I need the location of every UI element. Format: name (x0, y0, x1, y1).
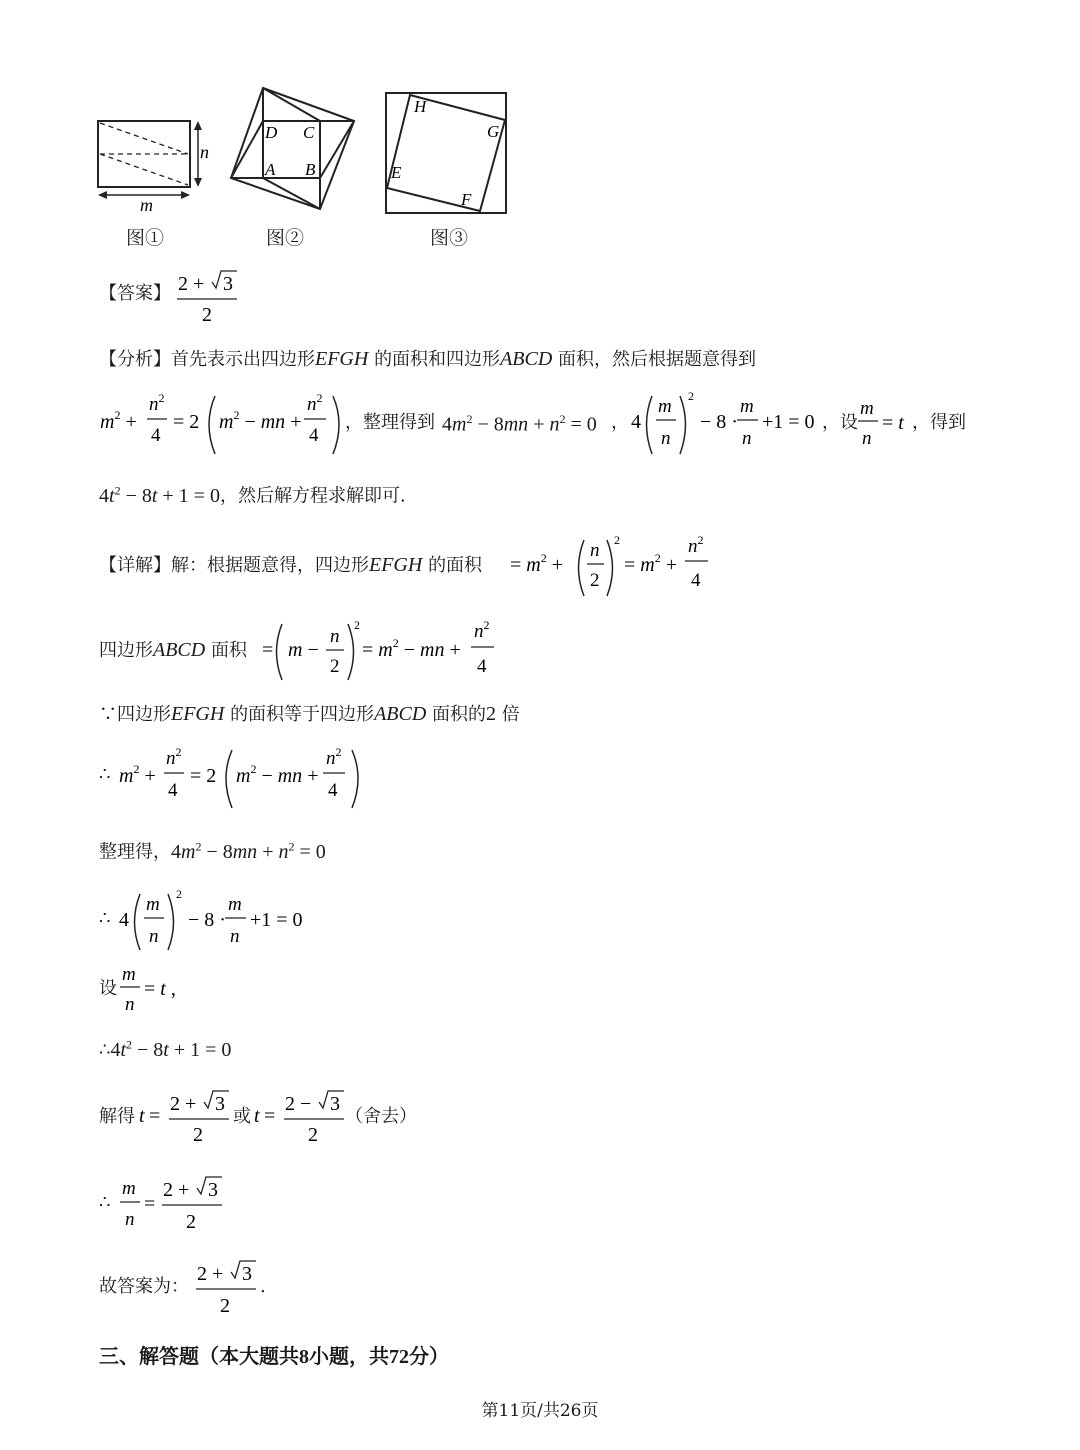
analysis-eq-4 (856, 396, 918, 452)
svg-text:n2: $n^2$ (166, 745, 182, 769)
figures-area (0, 0, 1080, 250)
svg-text:2: 2 (614, 534, 620, 547)
svg-text:− 8 ·: − 8 · (188, 909, 226, 931)
svg-text:m: m (146, 894, 160, 915)
svg-text:m: m (740, 396, 754, 417)
svg-text:m2 − mn +: $m^2$ − mn + (236, 762, 319, 787)
figure-1-rectangle (98, 121, 202, 199)
label-C: C (303, 123, 315, 142)
svg-text:n: n (230, 926, 240, 947)
detail-eq-10 (118, 1174, 228, 1236)
therefore-1: ∴ (99, 764, 111, 785)
detail-line-3: ∵四边形EFGH 的面积等于四边形ABCD 面积的2 倍 (99, 703, 520, 725)
therefore-3: $\therefore 4t^2 - 8t + 1 = 0$ (99, 1037, 232, 1061)
svg-text:− 8 ·: − 8 · (700, 411, 738, 433)
analysis-eq-5: $4t^2 - 8t + 1 = 0$ (99, 483, 220, 507)
svg-text:m2 +: $m^2$ + (100, 408, 137, 433)
svg-text:n: n (862, 428, 872, 449)
svg-text:3: 3 (242, 1263, 252, 1285)
svg-text:2: 2 (202, 304, 212, 326)
detail-line-9-a: 解得 (99, 1106, 135, 1127)
detail-eq-11 (194, 1258, 264, 1320)
svg-text:3: 3 (330, 1093, 340, 1115)
svg-text:2: 2 (590, 570, 600, 591)
figure-3-caption: 图③ (430, 227, 469, 249)
svg-text:m −: m − (288, 639, 319, 661)
svg-text:m: m (228, 894, 242, 915)
svg-text:n2: $n^2$ (474, 620, 490, 642)
svg-text:n2: $n^2$ (326, 745, 342, 769)
svg-text:+1 = 0: +1 = 0 (250, 909, 303, 931)
section-heading: 三、解答题（本大题共8小题，共72分） (99, 1344, 449, 1368)
label-B: B (305, 160, 316, 179)
svg-text:3: 3 (223, 273, 233, 295)
svg-text:= m2 − mn +: = $m^2$ − mn + (362, 636, 461, 661)
analysis-sep-2: ， (611, 412, 629, 433)
svg-text:t: t (139, 1105, 145, 1127)
label-m: m (140, 195, 153, 215)
label-H: H (414, 97, 427, 116)
detail-line-1: 【详解】解：根据题意得，四边形EFGH 的面积 (99, 554, 483, 576)
svg-text:4: 4 (119, 909, 129, 931)
svg-text:4: 4 (477, 656, 487, 677)
quad-abcd: ABCD (500, 348, 553, 370)
svg-text:= 2: = 2 (173, 411, 200, 433)
svg-text:m: m (122, 964, 136, 985)
analysis-line-1: 【分析】首先表示出四边形EFGH 的面积和四边形ABCD 面积，然后根据题意得到 (99, 348, 757, 370)
svg-text:4: 4 (328, 780, 338, 801)
label-E: E (391, 163, 402, 182)
therefore-4: ∴ (99, 1192, 111, 1213)
svg-text:m: m (122, 1178, 136, 1199)
svg-text:m2 − mn +: $m^2$ − mn + (219, 408, 302, 433)
svg-text:2: 2 (193, 1124, 203, 1146)
svg-text:= 2: = 2 (190, 765, 217, 787)
detail-line-7: 设 (99, 978, 117, 999)
analysis-eq-2: $4m^2 - 8mn + n^2 = 0$ (442, 412, 597, 436)
figure-2-caption: 图② (266, 227, 305, 249)
svg-text:= t: = t (882, 412, 904, 434)
svg-text:4: 4 (631, 411, 641, 433)
svg-text:n2: $n^2$ (688, 534, 704, 557)
analysis-eq-1 (97, 388, 357, 458)
analysis-sep-3: ，设 (822, 412, 858, 433)
svg-text:=: = (262, 639, 274, 661)
svg-text:2: 2 (354, 620, 360, 632)
svg-text:2: 2 (220, 1295, 230, 1317)
svg-text:2 +: 2 + (178, 273, 205, 295)
svg-text:m: m (860, 398, 874, 419)
svg-text:n: n (330, 626, 340, 647)
svg-text:= m2 +: = $m^2$ + (624, 551, 678, 576)
svg-text:2: 2 (330, 656, 340, 677)
analysis-line-3: $4t^2 - 8t + 1 = 0$，然后解方程求解即可. (99, 483, 406, 507)
detail-eq-7: $4t^2 - 8t + 1 = 0$ (110, 1037, 232, 1061)
label-G: G (487, 122, 500, 141)
svg-text:4: 4 (691, 570, 701, 591)
detail-eq-6 (118, 962, 188, 1018)
detail-eq-4: $4m^2 - 8mn + n^2 = 0$ (171, 839, 326, 863)
svg-text:m2 +: $m^2$ + (119, 762, 156, 787)
detail-eq-5 (116, 888, 316, 954)
analysis-sep-4: ，得到 (912, 412, 966, 433)
detail-eq-2 (262, 620, 502, 684)
svg-text:2 −: 2 − (285, 1093, 312, 1115)
svg-text:3: 3 (215, 1093, 225, 1115)
svg-text:2 +: 2 + (197, 1263, 224, 1285)
detail-eq-3 (116, 742, 376, 812)
svg-text:=: = (149, 1105, 161, 1127)
svg-text:+1 = 0: +1 = 0 (762, 411, 815, 433)
detail-line-11: 故答案为： (99, 1276, 189, 1297)
answer-label: 【答案】 (99, 283, 171, 304)
figure-3-square (386, 93, 506, 213)
svg-text:n: n (590, 540, 600, 561)
quad-efgh: EFGH (315, 348, 369, 370)
label-A: A (265, 160, 276, 179)
svg-text:3: 3 (208, 1179, 218, 1201)
svg-text:2: 2 (176, 888, 182, 901)
detail-eq-8 (137, 1088, 237, 1150)
svg-text:n: n (661, 428, 671, 449)
detail-line-2: 四边形ABCD 面积 (99, 639, 247, 661)
svg-text:= m2 +: = $m^2$ + (510, 551, 564, 576)
answer-fraction (175, 268, 245, 328)
svg-text:= t ,: = t , (144, 978, 176, 1000)
detail-line-9-discard: （舍去） (345, 1106, 417, 1127)
svg-text:2 +: 2 + (163, 1179, 190, 1201)
analysis-eq-3 (628, 390, 828, 458)
label-F: F (461, 190, 472, 209)
figure-1-caption: 图① (126, 227, 165, 249)
svg-text:2: 2 (308, 1124, 318, 1146)
svg-text:t: t (254, 1105, 260, 1127)
svg-text:4: 4 (151, 425, 161, 446)
svg-text:4: 4 (168, 780, 178, 801)
svg-text:2: 2 (186, 1211, 196, 1233)
svg-text:n2: $n^2$ (307, 391, 323, 415)
svg-text:2 +: 2 + (170, 1093, 197, 1115)
svg-text:n: n (125, 994, 135, 1015)
svg-text:n: n (125, 1209, 135, 1230)
therefore-2: ∴ (99, 908, 111, 929)
label-D: D (265, 123, 278, 142)
analysis-sep-1: ，整理得到 (345, 412, 435, 433)
svg-text:n2: $n^2$ (149, 391, 165, 415)
svg-text:m: m (658, 396, 672, 417)
figure-2-pinwheel (231, 88, 354, 209)
detail-line-9-or: 或 (233, 1106, 251, 1127)
detail-line-11-end: . (260, 1276, 266, 1297)
label-n: n (200, 142, 209, 162)
analysis-label: 【分析】 (99, 349, 171, 370)
detail-label: 【详解】 (99, 555, 171, 576)
detail-line-5: 整理得，$4m^2 - 8mn + n^2 = 0$ (99, 839, 326, 863)
detail-eq-1 (508, 534, 718, 600)
svg-text:=: = (264, 1105, 276, 1127)
page-footer: 第11页/共26页 (481, 1401, 599, 1421)
svg-text:4: 4 (309, 425, 319, 446)
detail-eq-9 (252, 1088, 352, 1150)
svg-text:n: n (149, 926, 159, 947)
svg-text:=: = (144, 1193, 156, 1215)
svg-text:n: n (742, 428, 752, 449)
svg-text:2: 2 (688, 390, 694, 403)
